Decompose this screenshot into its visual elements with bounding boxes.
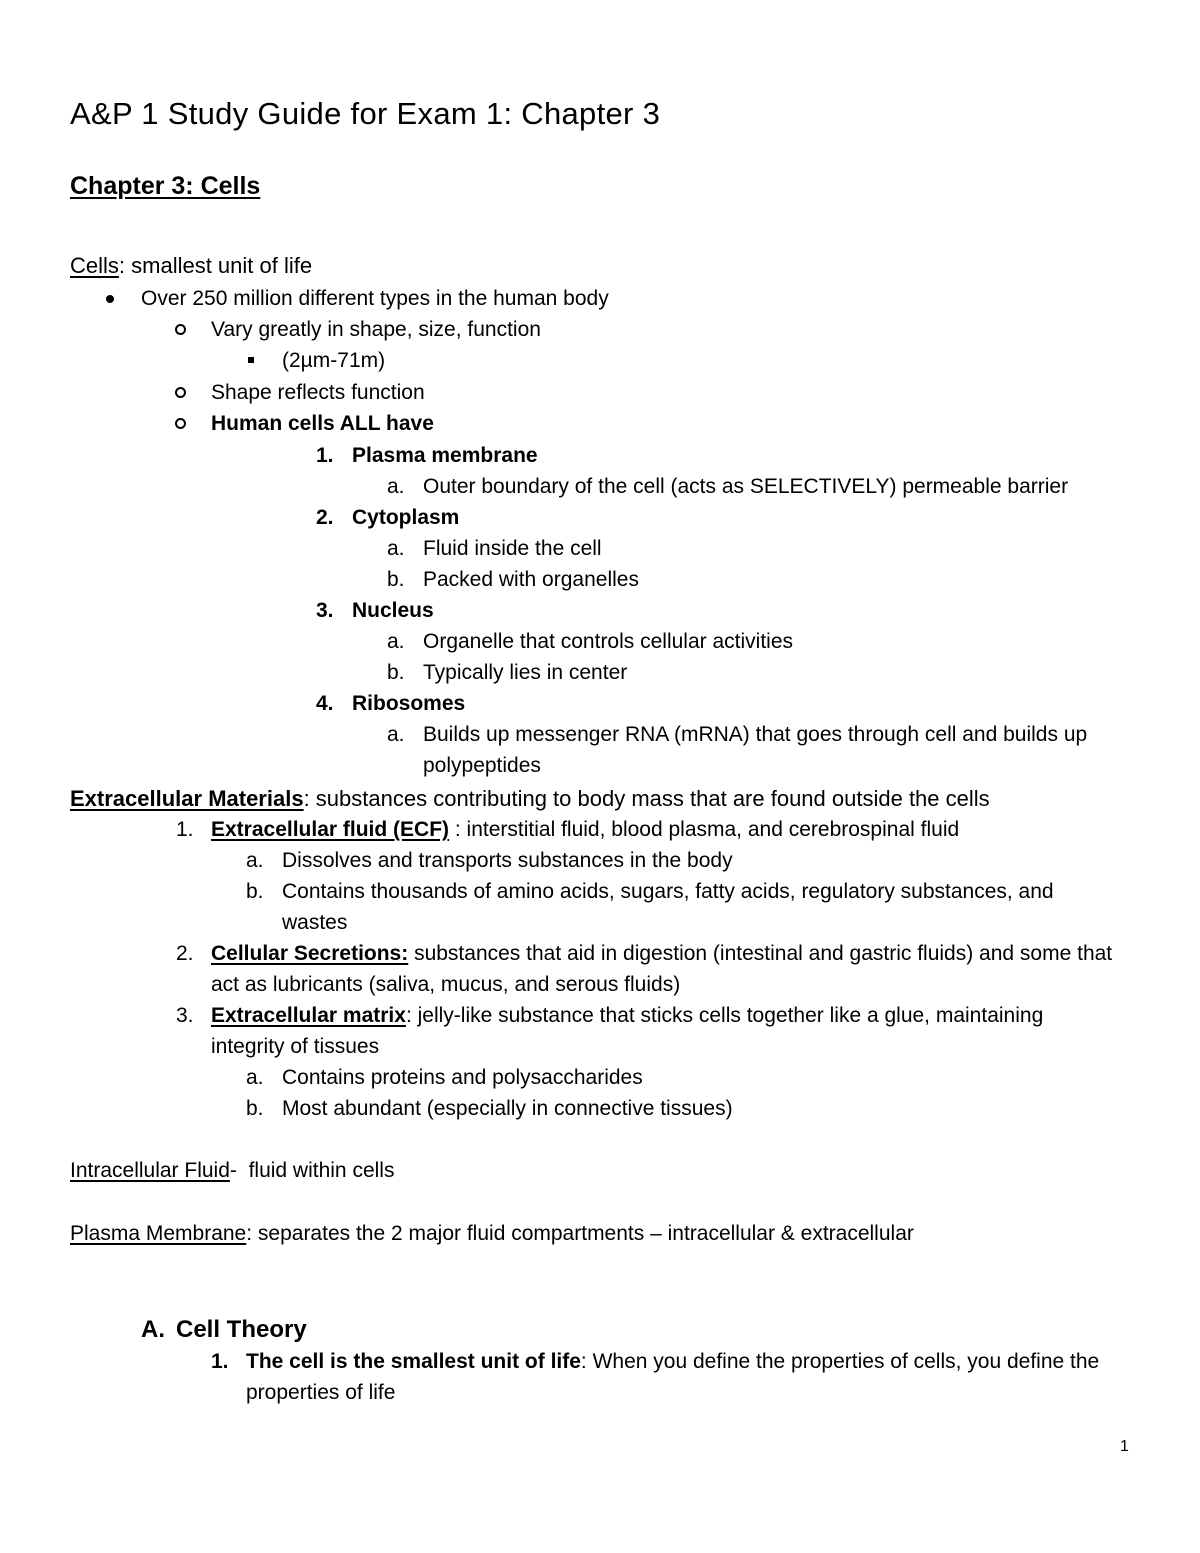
ecm-definition-text: : substances contributing to body mass that are found outside the cells [303,786,990,811]
cells-definition [70,253,312,279]
list-letter: a. [246,1066,264,1089]
list-item: Dissolves and transports substances in the body [282,849,733,872]
section-heading: Cell Theory [176,1316,307,1343]
secretions-text: substances that aid in digestion (intestinal and gastric fluids) and some that [408,942,1113,965]
pm-term: Plasma Membrane [70,1222,247,1245]
cells-term: Cells [70,253,119,278]
list-number: 1. [176,818,194,841]
list-item: Vary greatly in shape, size, function [211,318,541,341]
list-item: Nucleus [352,599,434,622]
list-item: Ribosomes [352,692,466,715]
bullet-icon [106,295,114,303]
list-item: Outer boundary of the cell (acts as SELECTIVELY) permeable barrier [423,475,1069,498]
list-letter: a. [387,630,405,653]
list-item: Packed with organelles [423,568,639,591]
list-letter: a. [246,849,264,872]
list-item [211,817,959,843]
pm-definition [70,1221,914,1247]
list-letter: b. [387,568,405,591]
list-item: Plasma membrane [352,444,538,467]
list-number: 4. [316,692,334,715]
list-item-continued: properties of life [246,1381,396,1404]
list-item [211,1003,1043,1029]
list-item: Contains proteins and polysaccharides [282,1066,643,1089]
icf-text: - fluid within cells [229,1159,395,1182]
pm-text: : separates the 2 major fluid compartments – intracellular & extracellular [246,1222,914,1245]
list-item: (2µm-71m) [282,349,386,372]
list-number: 3. [176,1004,194,1027]
list-item: Shape reflects function [211,381,425,404]
list-item-continued: integrity of tissues [211,1035,380,1058]
list-number: 2. [176,942,194,965]
document-title: A&P 1 Study Guide for Exam 1: Chapter 3 [70,96,661,131]
chapter-heading: Chapter 3: Cells [70,172,261,200]
list-letter: a. [387,723,405,746]
ecf-text: : interstitial fluid, blood plasma, and cerebrospinal fluid [449,818,960,841]
list-item: Fluid inside the cell [423,537,602,560]
list-item: Builds up messenger RNA (mRNA) that goes through cell and builds up [423,723,1088,746]
cell-theory-text: : When you define the properties of cells, you define the [580,1350,1100,1373]
list-item-continued: polypeptides [423,754,541,777]
list-item-continued: wastes [282,911,348,934]
list-letter: b. [387,661,405,684]
page-number: 1 [1120,1438,1129,1455]
list-number: 3. [316,599,334,622]
list-item: Contains thousands of amino acids, sugars, fatty acids, regulatory substances, and [282,880,1054,903]
icf-definition [70,1158,394,1184]
list-letter: a. [387,537,405,560]
list-item-continued: act as lubricants (saliva, mucus, and serous fluids) [211,973,681,996]
list-letter: b. [246,1097,264,1120]
ecm-definition [70,786,990,812]
cells-definition-text: : smallest unit of life [118,253,313,278]
ecf-term: Extracellular fluid (ECF) [211,818,450,841]
list-item [246,1349,1099,1375]
list-item: Over 250 million different types in the human body [141,287,609,310]
list-item: Organelle that controls cellular activities [423,630,794,653]
list-letter: a. [387,475,405,498]
list-number: 1. [316,444,334,467]
list-letter: b. [246,880,264,903]
circle-bullet-icon [175,324,186,335]
list-number: 1. [211,1350,229,1373]
circle-bullet-icon [175,418,186,429]
ecm-term: Extracellular Materials [70,786,304,811]
list-item [211,941,1112,967]
matrix-text: : jelly-like substance that sticks cells together like a glue, maintaining [405,1004,1044,1027]
list-item: Human cells ALL have [211,412,434,435]
list-number: 2. [316,506,334,529]
list-item: Typically lies in center [423,661,628,684]
circle-bullet-icon [175,387,186,398]
matrix-term: Extracellular matrix [211,1004,406,1027]
list-item: Most abundant (especially in connective tissues) [282,1097,733,1120]
secretions-term: Cellular Secretions: [211,942,409,965]
icf-term: Intracellular Fluid [70,1159,230,1182]
section-letter: A. [141,1316,165,1343]
list-item: Cytoplasm [352,506,460,529]
square-bullet-icon [248,357,254,363]
cell-theory-point: The cell is the smallest unit of life [246,1350,581,1373]
